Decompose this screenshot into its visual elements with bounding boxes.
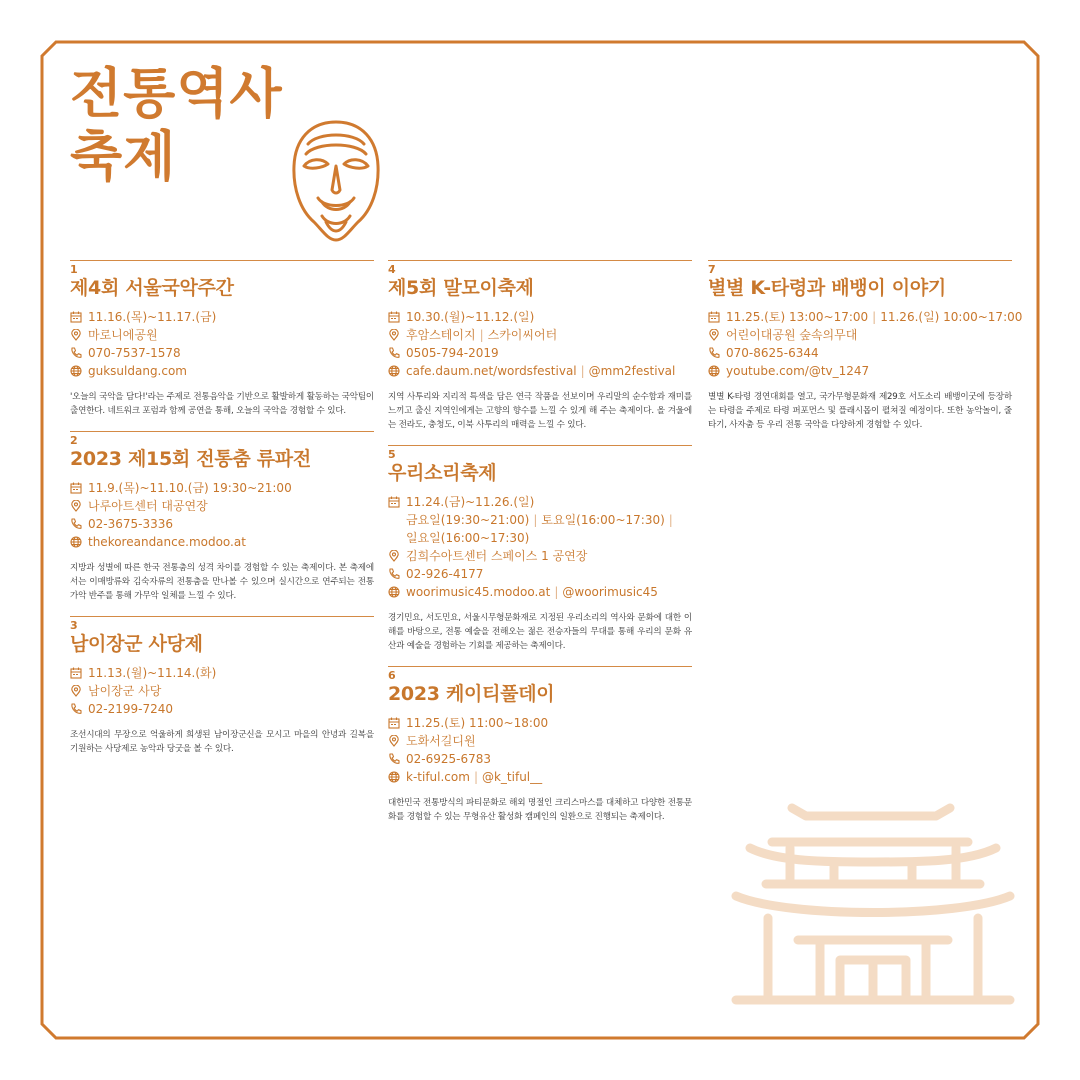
phone-icon: [708, 347, 720, 359]
festival-times-cont: [388, 529, 692, 547]
festival-web-link[interactable]: cafe.daum.net/wordsfestival: [406, 364, 577, 378]
festival-place-text: 마로니에공원: [88, 328, 158, 342]
festival-5: [388, 445, 692, 653]
festival-phone-text: 02-2199-7240: [88, 702, 174, 716]
festival-phone-text: 02-6925-6783: [406, 752, 492, 766]
festival-place-text: 나루아트센터 대공연장: [88, 499, 208, 513]
festival-info-list: [70, 664, 374, 718]
festival-date-text: 11.25.(토) 13:00~17:00: [726, 310, 869, 324]
festival-social-link[interactable]: @woorimusic45: [562, 585, 658, 599]
festival-time-1: 금요일(19:30~21:00): [406, 513, 530, 527]
location-pin-icon: [388, 735, 400, 747]
festival-place: [70, 682, 374, 700]
festival-phone: [708, 344, 1012, 362]
phone-icon: [388, 568, 400, 580]
festival-date: [388, 714, 692, 732]
festival-date-text: 11.13.(월)~11.14.(화): [88, 666, 217, 680]
festival-phone-text: 070-8625-6344: [726, 346, 819, 360]
location-pin-icon: [388, 550, 400, 562]
festival-info-list: [70, 308, 374, 380]
festival-1: [70, 260, 374, 418]
festival-date: [708, 308, 1023, 326]
festival-date-text-2: 11.26.(일) 10:00~17:00: [880, 310, 1023, 324]
festival-date: [70, 308, 374, 326]
festival-phone: [388, 750, 692, 768]
festival-web-link[interactable]: woorimusic45.modoo.at: [406, 585, 551, 599]
festival-phone-text: 070-7537-1578: [88, 346, 181, 360]
phone-icon: [70, 518, 82, 530]
festival-social-link[interactable]: @mm2festival: [588, 364, 676, 378]
festival-number: 2: [70, 434, 78, 447]
festival-date: [70, 664, 374, 682]
festival-phone: [388, 565, 692, 583]
festival-place: [708, 326, 1012, 344]
festival-description: 조선시대의 무장으로 억울하게 희생된 남이장군신을 모시고 마을의 안녕과 길복을 기원하는 사당제로 농악과 당굿을 볼 수 있다.: [70, 730, 374, 754]
palace-illustration: [728, 800, 1018, 1010]
festival-number: 1: [70, 263, 78, 276]
festival-name: 제4회 서울국악주간: [70, 277, 234, 299]
festival-number: 4: [388, 263, 396, 276]
festival-place: [388, 547, 692, 565]
festival-phone-text: 02-926-4177: [406, 567, 484, 581]
festival-place-text: 남이장군 사당: [88, 684, 162, 698]
festival-web: [70, 362, 374, 380]
festival-4: [388, 260, 692, 432]
page-title: [70, 62, 283, 188]
column-1: [70, 260, 374, 769]
festival-place-text: 후암스테이지: [406, 328, 476, 342]
globe-icon: [388, 365, 400, 377]
phone-icon: [388, 753, 400, 765]
festival-web-link[interactable]: thekoreandance.modoo.at: [88, 535, 246, 549]
separator: |: [872, 310, 877, 324]
festival-phone-text: 02-3675-3336: [88, 517, 174, 531]
festival-date: [388, 308, 692, 326]
festival-date-text: 11.16.(목)~11.17.(금): [88, 310, 217, 324]
festival-description: 경기민요, 서도민요, 서울시무형문화재로 지정된 우리소리의 역사와 문화에 대한 이해를 바탕으로, 전통 예술을 전해오는 젊은 전승자들의 무대를 통해 우리의 문화 유산과 예술을 경험하는 기회를 제공하는 축제이다.: [388, 613, 692, 651]
festival-phone: [388, 344, 692, 362]
festival-web: [388, 768, 692, 786]
festival-description: 지역 사투리와 지리적 특색을 담은 연극 작품을 선보이며 우리말의 순수함과 재미를 느끼고 출신 지역인에게는 고향의 향수를 느낄 수 있게 해 주는 축제이다. 올 겨울에는 전라도, 충청도, 이북 사투리의 매력을 느낄 수 있다.: [388, 392, 692, 430]
globe-icon: [70, 536, 82, 548]
festival-date-text: 10.30.(월)~11.12.(일): [406, 310, 535, 324]
festival-web: [70, 533, 374, 551]
festival-place-text-2: 스카이씨어터: [487, 328, 558, 342]
festival-date: [388, 493, 692, 511]
calendar-icon: [388, 496, 400, 508]
separator: |: [473, 770, 478, 784]
calendar-icon: [70, 667, 82, 679]
column-3: [708, 260, 1023, 445]
festival-name: 2023 케이티풀데이: [388, 683, 555, 705]
globe-icon: [708, 365, 720, 377]
calendar-icon: [708, 311, 720, 323]
festival-place-text: 김희수아트센터 스페이스 1 공연장: [406, 549, 588, 563]
festival-date-text: 11.9.(목)~11.10.(금) 19:30~21:00: [88, 481, 292, 495]
calendar-icon: [388, 311, 400, 323]
festival-time-3: 일요일(16:00~17:30): [406, 531, 530, 545]
festival-date-text: 11.25.(토) 11:00~18:00: [406, 716, 549, 730]
festival-name: 2023 제15회 전통춤 류파전: [70, 448, 311, 470]
location-pin-icon: [70, 500, 82, 512]
festival-name: 우리소리축제: [388, 462, 497, 484]
globe-icon: [388, 586, 400, 598]
festival-info-list: [388, 493, 692, 601]
festival-3: [70, 616, 374, 756]
festival-description: 별별 K-타령 경연대회를 열고, 국가무형문화재 제29호 서도소리 배뱅이굿에 등장하는 타령을 주제로 타령 퍼포먼스 및 플래시몹이 펼쳐질 예정이다. 또한 농악놀이, 줄타기, 사자춤 등 우리 전통 국악을 다양하게 경험할 수 있다.: [708, 392, 1012, 430]
festival-number: 5: [388, 448, 396, 461]
location-pin-icon: [708, 329, 720, 341]
festival-name: 제5회 말모이축제: [388, 277, 534, 299]
festival-place: [388, 326, 692, 344]
festival-7: [708, 260, 1023, 432]
location-pin-icon: [388, 329, 400, 341]
festival-web-link[interactable]: guksuldang.com: [88, 364, 187, 378]
festival-place: [70, 326, 374, 344]
festival-place: [388, 732, 692, 750]
separator: |: [479, 328, 484, 342]
festival-description: 대한민국 전통방식의 파티문화로 해외 명절인 크리스마스를 대체하고 다양한 전통문화를 경험할 수 있는 무형유산 활성화 캠페인의 일환으로 진행되는 축제이다.: [388, 798, 692, 822]
festival-name: 남이장군 사당제: [70, 633, 203, 655]
calendar-icon: [70, 311, 82, 323]
globe-icon: [70, 365, 82, 377]
festival-place-text: 어린이대공원 숲속의무대: [726, 328, 858, 342]
festival-web-link[interactable]: k-tiful.com: [406, 770, 470, 784]
festival-6: [388, 666, 692, 824]
festival-info-list: [708, 308, 1023, 380]
festival-2: [70, 431, 374, 603]
festival-phone: [70, 515, 374, 533]
page-title-line2: 축제: [70, 125, 177, 188]
festival-phone: [70, 344, 374, 362]
page-title-line1: 전통역사: [70, 62, 283, 125]
festival-phone-text: 0505-794-2019: [406, 346, 499, 360]
festival-web: [388, 362, 692, 380]
calendar-icon: [388, 717, 400, 729]
festival-name: 별별 K-타령과 배뱅이 이야기: [708, 277, 946, 299]
festival-times: [388, 511, 692, 529]
festival-info-list: [388, 308, 692, 380]
festival-number: 3: [70, 619, 78, 632]
festival-web-link[interactable]: youtube.com/@tv_1247: [726, 364, 870, 378]
column-2: [388, 260, 692, 837]
phone-icon: [70, 703, 82, 715]
festival-description: 지방과 성별에 따른 한국 전통춤의 성격 차이를 경험할 수 있는 축제이다. 본 축제에서는 이매방류와 김숙자류의 전통춤을 만나볼 수 있으며 실시간으로 연주되는 전통가악 반주를 통해 가무악 일체를 느낄 수 있다.: [70, 563, 374, 601]
festival-number: 7: [708, 263, 716, 276]
location-pin-icon: [70, 685, 82, 697]
separator: |: [533, 513, 538, 527]
separator: |: [554, 585, 559, 599]
festival-phone: [70, 700, 374, 718]
festival-time-2: 토요일(16:00~17:30): [541, 513, 665, 527]
calendar-icon: [70, 482, 82, 494]
mask-icon: [288, 118, 384, 244]
separator: |: [668, 513, 673, 527]
festival-place: [70, 497, 374, 515]
festival-info-list: [70, 479, 374, 551]
festival-date: [70, 479, 374, 497]
phone-icon: [388, 347, 400, 359]
festival-info-list: [388, 714, 692, 786]
festival-web: [388, 583, 692, 601]
globe-icon: [388, 771, 400, 783]
festival-description: '오늘의 국악을 담다!'라는 주제로 전통음악을 기반으로 활발하게 활동하는 국악팀이 출연한다. 네트워크 포럼과 함께 공연을 통해, 오늘의 국악을 경험할 수 있다.: [70, 392, 374, 416]
location-pin-icon: [70, 329, 82, 341]
festival-number: 6: [388, 669, 396, 682]
festival-place-text: 도화서길디원: [406, 734, 476, 748]
festival-web: [708, 362, 1012, 380]
festival-date-text: 11.24.(금)~11.26.(일): [406, 495, 535, 509]
festival-social-link[interactable]: @k_tiful__: [481, 770, 543, 784]
phone-icon: [70, 347, 82, 359]
separator: |: [580, 364, 585, 378]
